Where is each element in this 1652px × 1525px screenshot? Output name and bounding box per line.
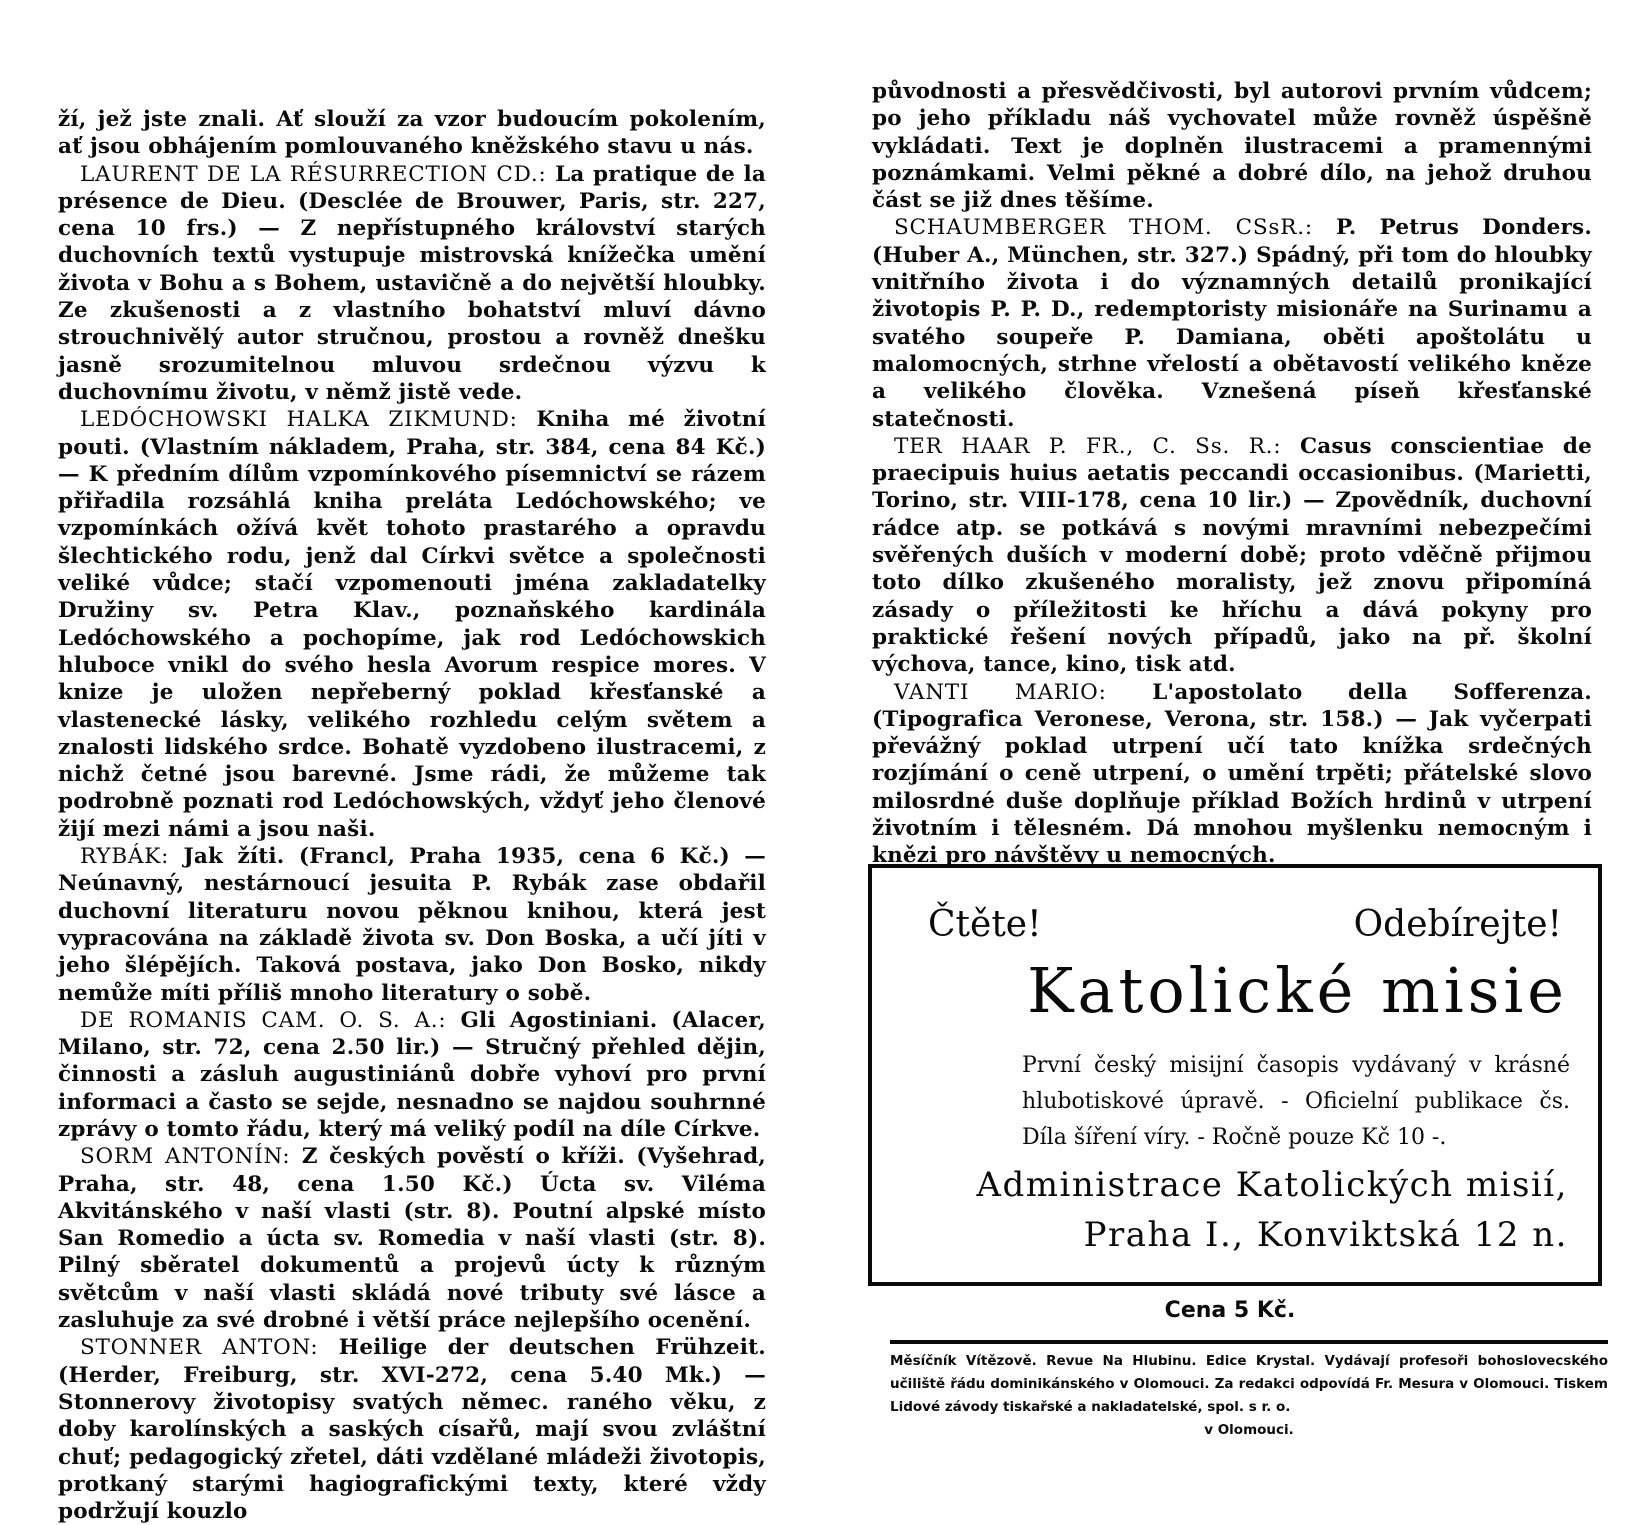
review-entry: [58, 406, 766, 843]
ad-title: Katolické misie: [1027, 954, 1568, 1027]
review-heading: VANTI MARIO:: [894, 679, 1107, 705]
review-text: ží, jež jste znali. Ať slouží za vzor budoucím pokolením, ať jsou obhájením pomlouvaného kněžského stavu u nás.: [58, 107, 766, 160]
review-text: Casus conscientiae de praecipuis huius aetatis peccandi occasionibus. (Marietti, Torino, str. VIII-178, cena 10 lir.) — Zpovědník, duchovní rádce atp. se potkává s novými mravními nebezpečími svěřených duších v moderní době; proto vděčně přijmou toto dílko zkušeného moralisty, jež znovu připomíná zásady o příležitosti ke hříchu a dává pokyny pro praktické řešení nových případů, jako na př. školní výchova, tance, kino, tisk atd.: [872, 433, 1592, 678]
review-text: La pratique de la présence de Dieu. (Desclée de Brouwer, Paris, str. 227, cena 10 frs.) — Z nepřístupného království starých duchovních textů vystupuje mistrovská knížečka umění života v Bohu a s Bohem, ustavičně a do největší hloubky. Ze zkušenosti a z vlastního bohatství mluví dávno strouchnivělý autor stručnou, prostou a rovněž dnešku jasně srozumitelnou mluvou srdečnou výzvu k duchovnímu životu, v němž jistě vede.: [58, 161, 766, 405]
imprint-last-line: v Olomouci.: [1204, 1422, 1294, 1438]
review-entry: [872, 679, 1592, 870]
review-entry: [58, 1007, 766, 1143]
review-text: Kniha mé životní pouti. (Vlastním nákladem, Praha, str. 384, cena 84 Kč.) — K předním dílům vzpomínkového písemnictví se rázem přiřadila rozsáhlá kniha preláta Ledóchowského; ve vzpomínkách ožívá květ tohoto prastarého a opravdu šlechtického rodu, jenž dal Církvi světce a společnosti veliké vůdce; stačí vzpomenouti jména zakladatelky Družiny sv. Petra Klav., poznaňského kardinála Ledóchowského a pochopíme, jak rod Ledóchowskich hluboce vnikl do svého hesla Avorum respice mores. V knize je uložen nepřeberný poklad křesťanské a vlastenecké lásky, velikého rozhledu celým světem a znalosti lidského srdce. Bohatě vyzdobeno ilustracemi, z nichž četné jsou barevné. Jsme rádi, že můžeme tak podrobně poznati rod Ledóchowských, vždyť jeho členové žijí mezi námi a jsou naši.: [58, 407, 766, 842]
review-heading: DE ROMANIS CAM. O. S. A.:: [80, 1007, 447, 1033]
review-entry: [58, 1334, 766, 1525]
review-text: L'apostolato della Sofferenza. (Tipografica Veronese, Verona, str. 158.) — Jak vyčerpati převážný poklad utrpení učí tato knížka srdečných rozjímání o ceně utrpení, o umění trpěti; přátelské slovo milosrdné duše doplňuje příklad Božích hrdinů v utrpení životním i tělesném. Dá mnohou myšlenku nemocným i knězi pro návštěvy u nemocných.: [872, 679, 1592, 869]
review-entry: [872, 78, 1592, 214]
ad-admin-line-1: Administrace Katolických misií,: [976, 1165, 1568, 1205]
imprint-main: Měsíčník Vítězově. Revue Na Hlubinu. Edice Krystal. Vydávají profesoři bohoslovecského učiliště řádu dominikánského v Olomouci. Za redakci odpovídá Fr. Mesura v Olomouci. Tiskem Lidové závody tiskařské a nakladatelské, spol. s r. o.: [890, 1353, 1608, 1415]
review-entry: [58, 843, 766, 1007]
review-entry: [872, 433, 1592, 679]
divider-rule: [890, 1340, 1608, 1344]
ad-admin-line-2: Praha I., Konviktská 12 n.: [1083, 1215, 1568, 1255]
review-text: Z českých pověstí o kříži. (Vyšehrad, Praha, str. 48, cena 1.50 Kč.) Úcta sv. Viléma Akvitánského v naší vlasti (str. 8). Poutní alpské místo San Romedio a úcta sv. Romedia v naší vlasti (str. 8). Pilný sběratel dokumentů a projevů úcty k různým světcům v naší vlasti skládá nové tributy své lásce a zasluhuje za své drobné i větší práce nejlepšího ocenění.: [58, 1144, 766, 1334]
price-label: Cena 5 Kč.: [1164, 1298, 1296, 1323]
review-text: Gli Agostiniani. (Alacer, Milano, str. 72, cena 2.50 lir.) — Stručný přehled dějin, činnosti a zásluh augustiniánů dobře vyhoví pro první informaci a často se sejde, nesnadno se najdou souhrnné zprávy o tomto řádu, který má veliký podíl na díle Církve.: [58, 1007, 766, 1142]
review-heading: TER HAAR P. FR., C. Ss. R.:: [894, 433, 1282, 459]
imprint: [890, 1350, 1608, 1442]
review-text: P. Petrus Donders. (Huber A., München, str. 327.) Spádný, při tom do hloubky vnitřního života i do významných detailů pronikající životopis P. P. D., redemptoristy misionáře na Surinamu a svatého soupeře P. Damiana, oběti apoštolátu u malomocných, strhne vřelostí a obětavostí velikého kněze a velikého člověka. Vznešená píseň křesťanské statečnosti.: [872, 215, 1593, 432]
review-heading: LAURENT DE LA RÉSURRECTION CD.:: [80, 161, 547, 187]
review-heading: RYBÁK:: [80, 844, 170, 870]
review-text: Heilige der deutschen Frühzeit. (Herder, Freiburg, str. XVI-272, cena 5.40 Mk.) — Stonnerovy životopisy svatých němec. raného věku, z doby karolínských a saských císařů, mají svou zvláštní chuť; pedagogický zřetel, dáti vzdělané mládeži životopis, protkaný starými hagiografickými texty, které vždy podržují kouzlo: [58, 1335, 766, 1525]
left-column: [58, 106, 766, 1525]
review-heading: STONNER ANTON:: [80, 1335, 319, 1361]
review-heading: SORM ANTONÍN:: [80, 1144, 291, 1170]
review-entry: [58, 1143, 766, 1334]
review-heading: LEDÓCHOWSKI HALKA ZIKMUND:: [80, 407, 518, 433]
ad-call-subscribe: Odebírejte!: [1353, 904, 1562, 945]
review-entry: [872, 214, 1592, 432]
review-heading: SCHAUMBERGER THOM. CSsR.:: [894, 215, 1313, 241]
ad-call-read: Čtěte!: [928, 904, 1042, 945]
right-column: [872, 78, 1592, 870]
review-text: Jak žíti. (Francl, Praha 1935, cena 6 Kč.) — Neúnavný, nestárnoucí jesuita P. Rybák zase obdařil duchovní literaturu novou pěknou knihou, která jest vypracována na základě života sv. Don Boska, a učí jíti v jeho šlépějích. Taková postava, jako Don Bosko, nikdy nemůže míti příliš mnoho literatury o sobě.: [58, 844, 766, 1006]
ad-description: První český misijní časopis vydávaný v krásné hlubotiskové úpravě. - Oficielní publikace čs. Díla šíření víry. - Ročně pouze Kč 10 -.: [1022, 1053, 1570, 1150]
review-entry: [58, 106, 766, 161]
review-entry: [58, 161, 766, 407]
advertisement-box: [868, 864, 1602, 1286]
ad-administration: [892, 1160, 1568, 1260]
review-text: původnosti a přesvědčivosti, byl autorovi prvním vůdcem; po jeho příkladu náš vychovatel může rovněž úspěšně vykládati. Text je doplněn ilustracemi a pramennými poznámkami. Velmi pěkné a dobré dílo, na jehož druhou část se již dnes těšíme.: [872, 79, 1592, 214]
